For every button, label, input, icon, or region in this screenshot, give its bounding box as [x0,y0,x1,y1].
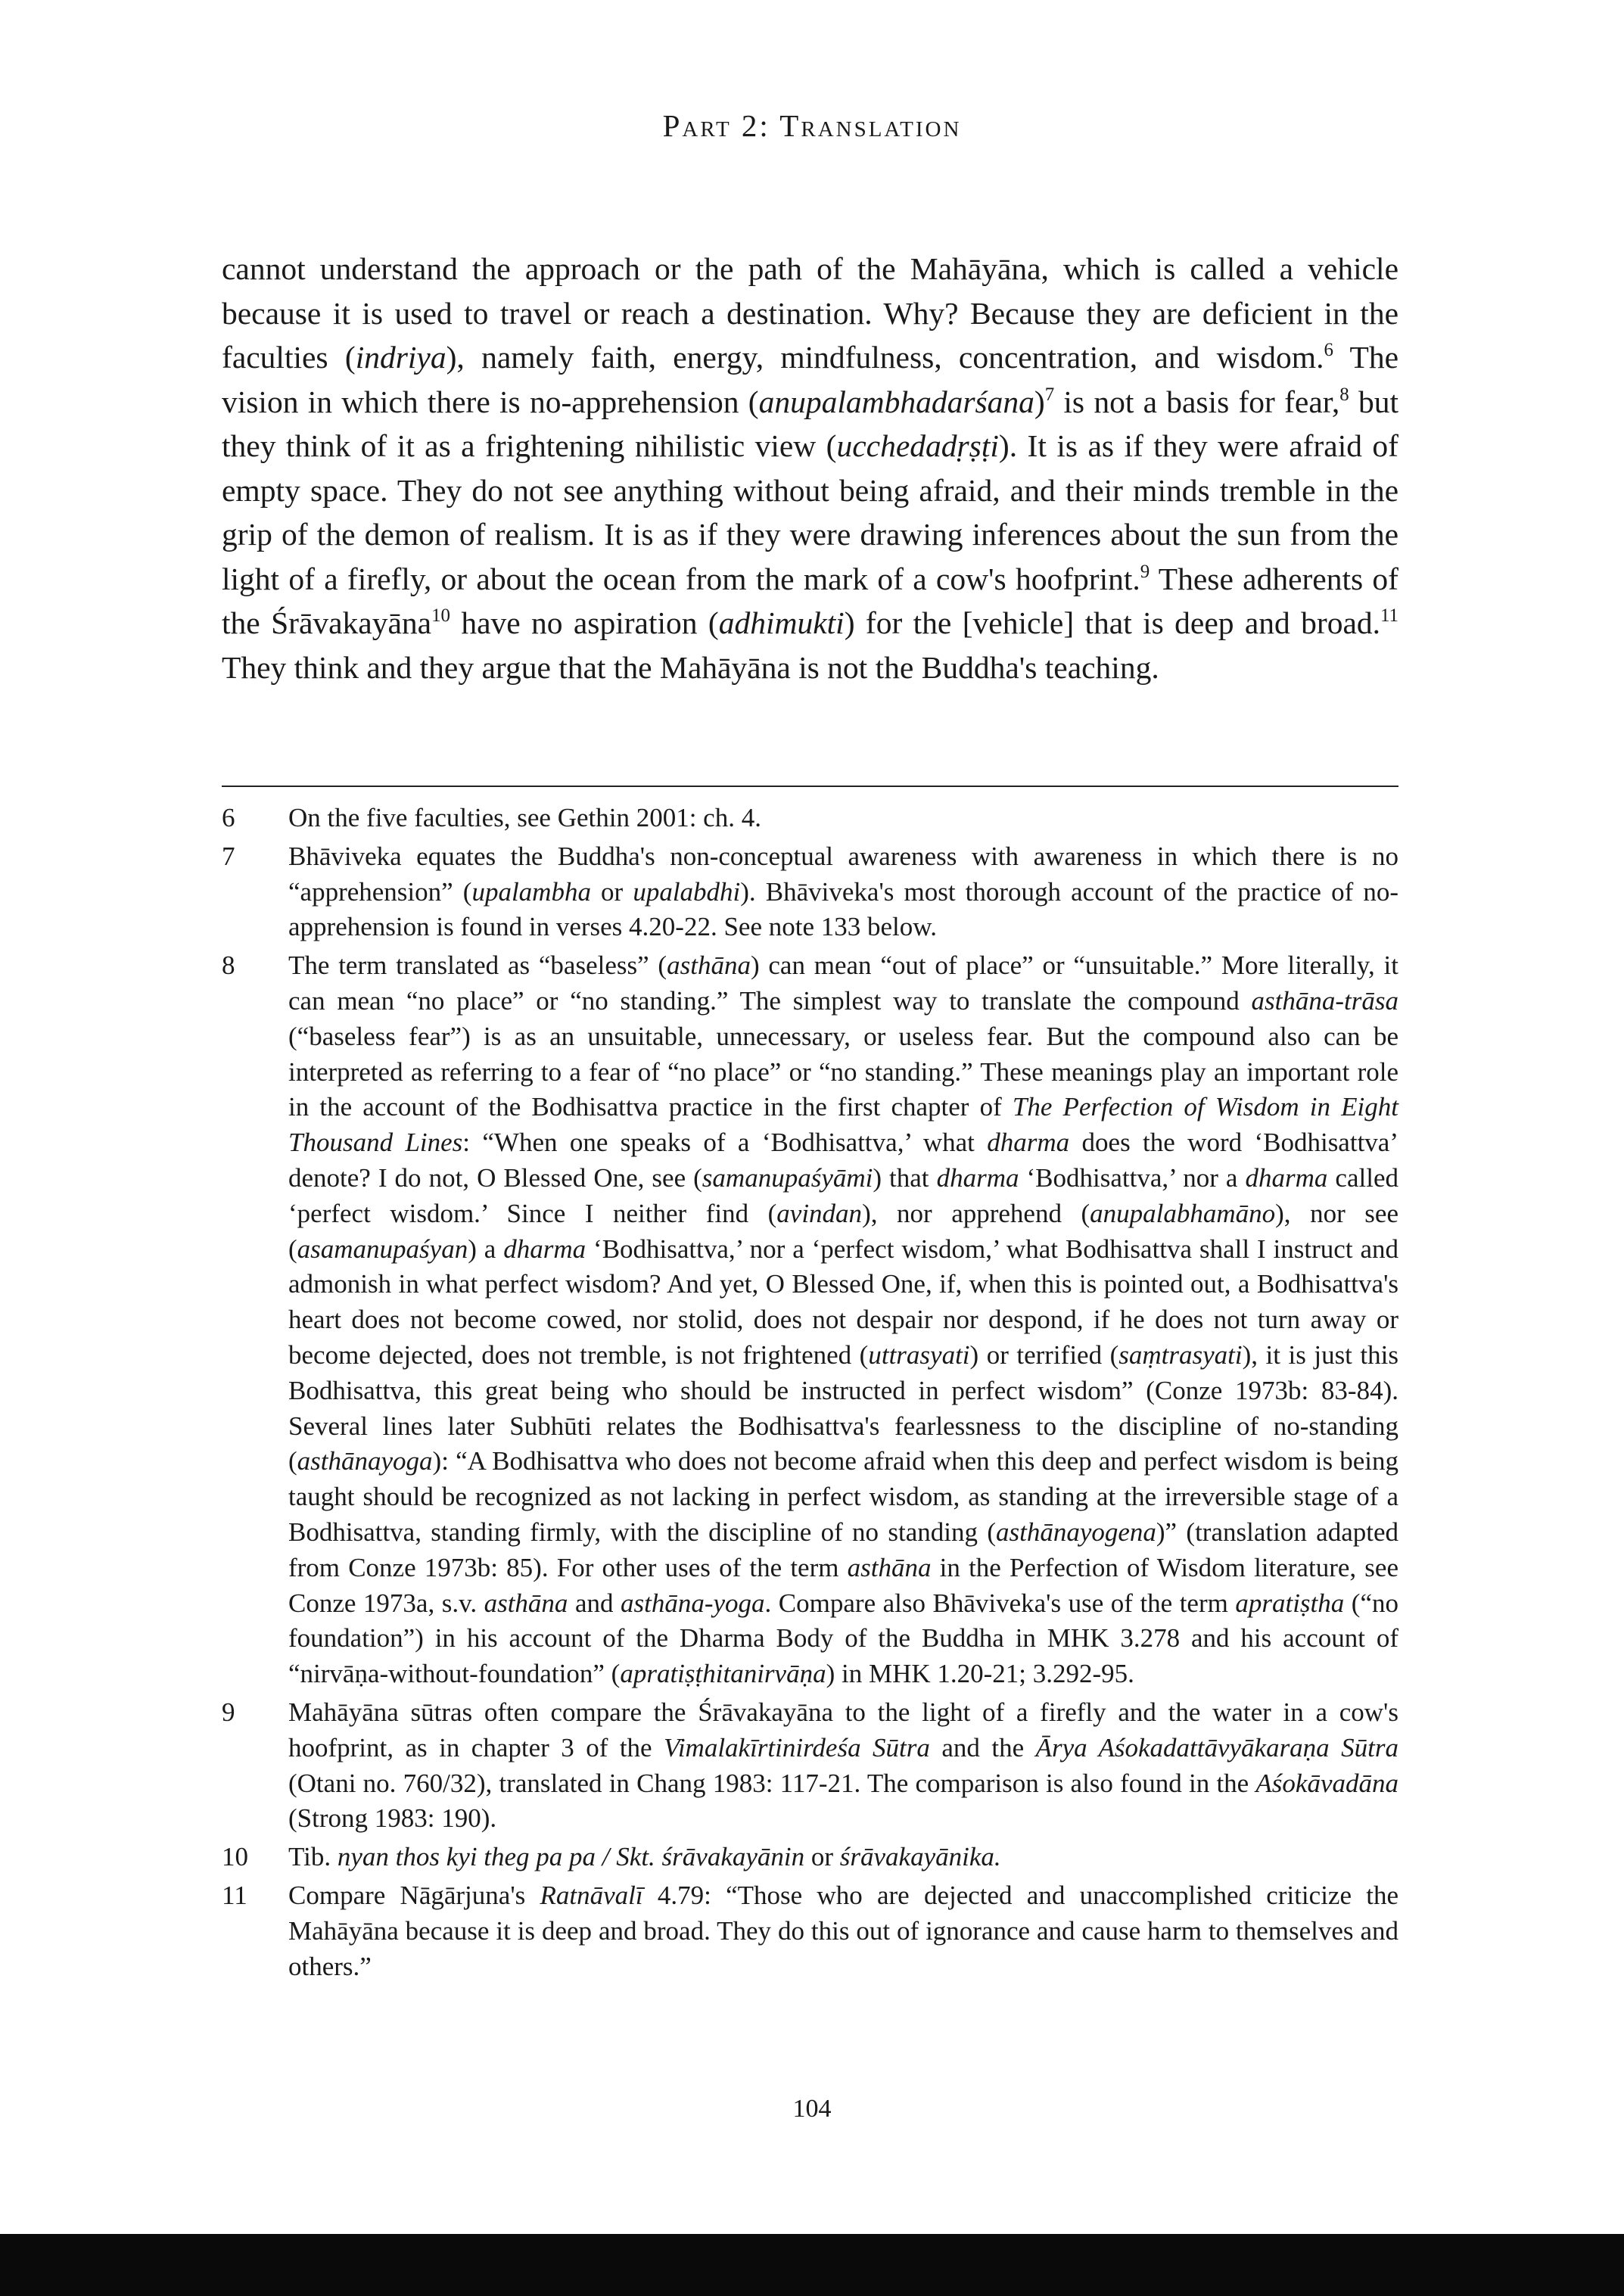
running-head: Part 2: Translation [662,108,962,143]
text-run: (Strong 1983: 190). [288,1803,497,1834]
term-italic: ucchedadṛṣṭi [836,428,999,463]
book-title-italic: Vimalakīrtinirdeśa Sūtra [664,1732,930,1762]
footnote-text [288,839,1398,945]
term-italic: apratiṣṭhitanirvāṇa [620,1659,826,1689]
footnote-6 [222,801,1398,836]
footnotes-section [222,801,1398,1987]
page-number: 104 [792,2095,832,2123]
text-run: ). It is as if they were afraid of empty space. They do not see anything without being afraid, and their minds tremble in the grip of the demon of realism. It is as if they were drawing inferences about the sun from the light of a firefly, or about the ocean from the mark of a cow's hoofprint. [222,428,1398,596]
text-run: These adherents of the Śrāvakayāna [222,561,1399,640]
main-paragraph [222,247,1398,689]
text-run: On the five faculties, see Gethin 2001: ch. 4. [288,803,761,832]
term-italic: avindan [776,1198,863,1228]
footnote-8 [222,948,1398,1692]
term-italic: dharma [987,1128,1070,1158]
text-run: Bhāviveka equates the Buddha's non-conceptual awareness with awareness in which there is no “apprehension” ( [288,841,1398,907]
term-italic: adhimukti [718,605,845,640]
text-run: called ‘perfect wisdom.’ Since I neither find ( [288,1162,1398,1228]
term-italic: asthāna [484,1588,568,1618]
text-run: is not a basis for fear, [1054,384,1340,419]
term-italic: asthāna [847,1552,932,1582]
text-run: does the word ‘Bodhisattva’ denote? I do not, O Blessed One, see ( [288,1128,1398,1193]
text-run: ) [1034,384,1045,419]
text-run: : “When one speaks of a ‘Bodhisattva,’ what [462,1128,988,1158]
footnote-ref-7[interactable]: 7 [1044,384,1055,405]
text-run: ) that [873,1162,937,1193]
text-run: . Compare also Bhāviveka's use of the term [764,1588,1236,1618]
text-run: ), nor see ( [288,1198,1398,1264]
term-italic: dharma [503,1234,586,1264]
term-italic: uttrasyati [868,1339,970,1370]
text-run: ‘Bodhisattva,’ nor a ‘perfect wisdom,’ what Bodhisattva shall I instruct and admonish in what perfect wisdom? And yet, O Blessed One, if, when this is pointed out, a Bodhisattva's heart does not become cowed, nor stolid, does not despair nor despond, if he does not turn away or become dejected, does not tremble, is not frightened ( [288,1234,1398,1370]
term-italic: asamanupaśyan [297,1234,468,1264]
book-title-italic: Ārya Aśokadattāvyākaraṇa Sūtra [1035,1732,1398,1762]
text-run: ) in MHK 1.20-21; 3.292-95. [826,1659,1134,1689]
text-run: ) or terrified ( [969,1339,1119,1370]
footnote-divider [222,786,1398,787]
text-run: ) can mean “out of place” or “unsuitable.” More literally, it can mean “no place” or “no standing.” The simplest way to translate the compound [288,950,1398,1016]
text-run: Tib. [288,1842,338,1872]
term-italic: saṃtrasyati [1118,1339,1243,1370]
text-run: (Otani no. 760/32), translated in Chang 1983: 117-21. The comparison is also found in the [288,1768,1256,1798]
scan-bottom-band [0,2234,1624,2296]
footnote-ref-8[interactable]: 8 [1339,384,1349,405]
text-run: in the Perfection of Wisdom literature, see Conze 1973a, s.v. [288,1552,1398,1618]
text-run: and [568,1588,621,1618]
term-italic: dharma [936,1162,1019,1193]
term-italic: asthāna-yoga [621,1588,765,1618]
paragraph-text [222,247,1398,689]
term-italic: upalambha [471,876,591,907]
term-italic: śrāvakayānika. [839,1842,1001,1872]
footnote-11 [222,1878,1398,1984]
footnote-text [288,1695,1398,1837]
term-italic: indriya [355,340,446,375]
text-run: have no aspiration ( [450,605,719,640]
term-italic: asthānayoga [297,1446,433,1476]
text-run: ), nor apprehend ( [862,1198,1090,1228]
text-run: Mahāyāna sūtras often compare the Śrāvakayāna to the light of a firefly and the water in a cow's hoofprint, as in chapter 3 of the [288,1697,1398,1762]
text-run: 4.79: “Those who are dejected and unaccomplished criticize the Mahāyāna because it is deep and broad. They do this out of ignorance and cause harm to themselves and others.” [288,1880,1399,1981]
text-run: They think and they argue that the Mahāyāna is not the Buddha's teaching. [222,649,1159,685]
text-run: or [804,1842,840,1872]
footnote-text [288,1840,1398,1875]
footnote-9 [222,1695,1398,1837]
text-run: ), it is just this Bodhisattva, this great being who should be instructed in perfect wisdom” (Conze 1973b: 83-84). Several lines later Subhūti relates the Bodhisattva's fearlessness to the discipline of no-standing ( [288,1339,1398,1476]
term-italic: samanupaśyāmi [702,1162,873,1193]
term-italic: asthānayogena [995,1517,1156,1547]
footnote-10 [222,1840,1398,1875]
text-run: but they think of it as a frightening nihilistic view ( [222,384,1398,463]
text-run: ) a [468,1234,504,1264]
term-italic: nyan thos kyi theg pa pa / Skt. śrāvakayānin [337,1842,805,1872]
text-run: )” (translation adapted from Conze 1973b: 85). For other uses of the term [288,1517,1398,1582]
text-run: cannot understand the approach or the path of the Mahāyāna, which is called a vehicle because it is used to travel or reach a destination. Why? Because they are deficient in the faculties ( [222,251,1398,375]
term-italic: upalabdhi [633,876,741,907]
book-title-italic: Ratnāvalī [540,1880,643,1910]
footnote-number: 8 [222,950,235,981]
text-run: ) for the [vehicle] that is deep and broad. [844,605,1381,640]
footnote-number: 6 [222,803,235,832]
text-run: (“baseless fear”) is as an unsuitable, unnecessary, or useless fear. But the compound also can be interpreted as referring to a fear of “no place” or “no standing.” These meanings play an important role in the account of the Bodhisattva practice in the first chapter of [288,1021,1398,1122]
footnote-number: 11 [222,1880,247,1910]
footnote-7 [222,839,1398,945]
text-run: Compare Nāgārjuna's [288,1880,540,1910]
term-italic: anupalambhadarśana [758,384,1034,419]
text-run: (“no foundation”) in his account of the Dharma Body of the Buddha in MHK 3.278 and his account of “nirvāṇa-without-foundation” ( [288,1588,1398,1689]
term-italic: anupalabhamāno [1090,1198,1276,1228]
term-italic: dharma [1245,1162,1328,1193]
footnote-ref-9[interactable]: 9 [1140,561,1150,582]
footnote-text [288,1878,1398,1984]
text-run: The vision in which there is no-apprehension ( [222,340,1398,419]
book-title-italic: Aśokāvadāna [1255,1768,1398,1798]
text-run: ‘Bodhisattva,’ nor a [1019,1162,1246,1193]
text-run: and the [929,1732,1036,1762]
text-run: or [590,876,633,907]
footnote-ref-11[interactable]: 11 [1380,605,1398,626]
footnote-ref-10[interactable]: 10 [431,605,450,626]
term-italic: asthāna-trāsa [1251,985,1398,1016]
book-title-italic: The Perfection of Wisdom in Eight Thousand Lines [288,1092,1398,1158]
footnote-text [288,801,1398,836]
footnote-ref-6[interactable]: 6 [1324,339,1333,360]
term-italic: asthāna [667,950,751,981]
text-run: The term translated as “baseless” ( [288,950,667,981]
text-run: ): “A Bodhisattva who does not become afraid when this deep and perfect wisdom is being taught should be recognized as not lacking in perfect wisdom, as standing at the irreversible stage of a Bodhisattva, standing firmly, with the discipline of no standing ( [288,1446,1398,1547]
footnote-text [288,948,1398,1692]
footnote-number: 7 [222,841,235,871]
text-run: ). Bhāviveka's most thorough account of the practice of no-apprehension is found in verses 4.20-22. See note 133 below. [288,876,1398,942]
term-italic: apratiṣtha [1235,1588,1345,1618]
text-run: ), namely faith, energy, mindfulness, concentration, and wisdom. [446,340,1324,375]
footnote-number: 10 [222,1842,248,1872]
footnote-number: 9 [222,1697,235,1727]
